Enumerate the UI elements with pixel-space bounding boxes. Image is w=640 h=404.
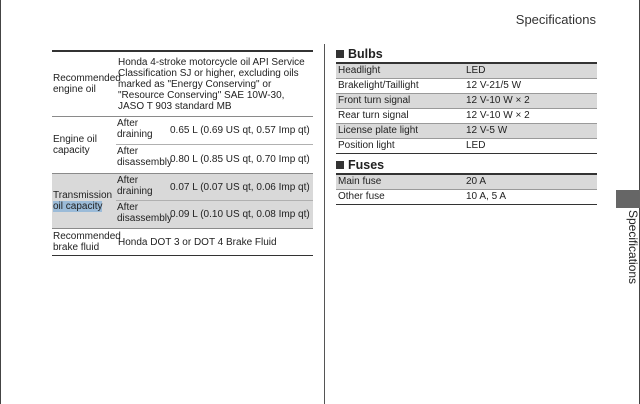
- page-title: Specifications: [515, 12, 596, 27]
- sub-row-label: After draining: [117, 175, 153, 197]
- bulb-name: Position light: [338, 140, 395, 151]
- table-row: [336, 94, 597, 109]
- table-row: [336, 109, 597, 124]
- bulb-name: Rear turn signal: [338, 110, 409, 121]
- sub-row: [116, 145, 313, 173]
- row-value: Honda 4-stroke motorcycle oil API Service Classification SJ or higher, excluding oils marked as "Energy Conserving" or "Resource Conserving" SAE 10W-30, JASO T 903 standard MB: [118, 56, 305, 112]
- table-row: [336, 124, 597, 139]
- sub-table: [116, 117, 313, 173]
- sub-row-value: 0.65 L (0.69 US qt, 0.57 Imp qt): [170, 125, 310, 136]
- sub-row-value: 0.07 L (0.07 US qt, 0.06 Imp qt): [170, 181, 310, 193]
- bulb-name: Brakelight/Taillight: [338, 80, 419, 91]
- bulb-value: 12 V-5 W: [466, 125, 508, 136]
- sub-row-value: 0.09 L (0.10 US qt, 0.08 Imp qt): [170, 209, 310, 220]
- fuse-name: Other fuse: [338, 191, 385, 202]
- sub-row: [116, 117, 313, 145]
- sub-row-label: After disassembly: [117, 202, 173, 224]
- row-value: Honda DOT 3 or DOT 4 Brake Fluid: [118, 236, 277, 248]
- bulb-value: LED: [466, 140, 486, 151]
- bulb-name: License plate light: [338, 125, 419, 136]
- bulb-name: Headlight: [338, 65, 381, 76]
- square-bullet-icon: [336, 50, 344, 58]
- square-bullet-icon: [336, 161, 344, 169]
- table-row: [336, 64, 597, 79]
- table-row-brake-fluid: [52, 229, 313, 256]
- sub-row-label: After disassembly: [117, 146, 173, 168]
- bulbs-heading: [336, 47, 597, 61]
- row-label-line-1: Transmission: [53, 190, 113, 201]
- sub-row-label: After draining: [117, 118, 153, 140]
- table-row-engine-oil: [52, 117, 313, 174]
- fuse-value: 10 A, 5 A: [466, 191, 507, 202]
- fuses-heading: [336, 158, 597, 172]
- page-left-edge: [0, 0, 1, 404]
- section-tab-label: Specifications: [626, 210, 640, 285]
- bulbs-section: [336, 47, 597, 154]
- fuse-name: Main fuse: [338, 176, 382, 187]
- sub-table: [116, 174, 313, 228]
- table-row-recommended-oil: [52, 52, 313, 117]
- bulb-value: 12 V-10 W × 2: [466, 95, 530, 106]
- sub-row: [116, 201, 313, 228]
- bulb-value: LED: [466, 65, 486, 76]
- fuses-section: [336, 158, 597, 205]
- row-label: Engine oil capacity: [53, 134, 97, 156]
- bulb-name: Front turn signal: [338, 95, 411, 106]
- bulbs-title: Bulbs: [348, 47, 383, 61]
- bulbs-table: [336, 62, 597, 154]
- bulb-value: 12 V-21/5 W: [466, 80, 522, 91]
- sub-row: [116, 174, 313, 201]
- fuse-value: 20 A: [466, 176, 487, 187]
- row-label-line-2-selected[interactable]: oil capacity: [53, 201, 103, 212]
- section-tab-marker: [616, 190, 640, 208]
- oil-spec-table: [52, 50, 313, 256]
- bulb-value: 12 V-10 W × 2: [466, 110, 530, 121]
- table-row: [336, 175, 597, 190]
- column-divider: [324, 44, 325, 404]
- table-row: [336, 190, 597, 204]
- table-row: [336, 79, 597, 94]
- fuses-title: Fuses: [348, 158, 385, 172]
- row-label: [52, 174, 116, 228]
- table-row-transmission-oil: [52, 174, 313, 229]
- sub-row-value: 0.80 L (0.85 US qt, 0.70 Imp qt): [170, 153, 310, 165]
- fuses-table: [336, 173, 597, 205]
- row-label: Recommended brake fluid: [53, 231, 121, 253]
- row-label: Recommended engine oil: [53, 73, 121, 95]
- table-row: [336, 139, 597, 153]
